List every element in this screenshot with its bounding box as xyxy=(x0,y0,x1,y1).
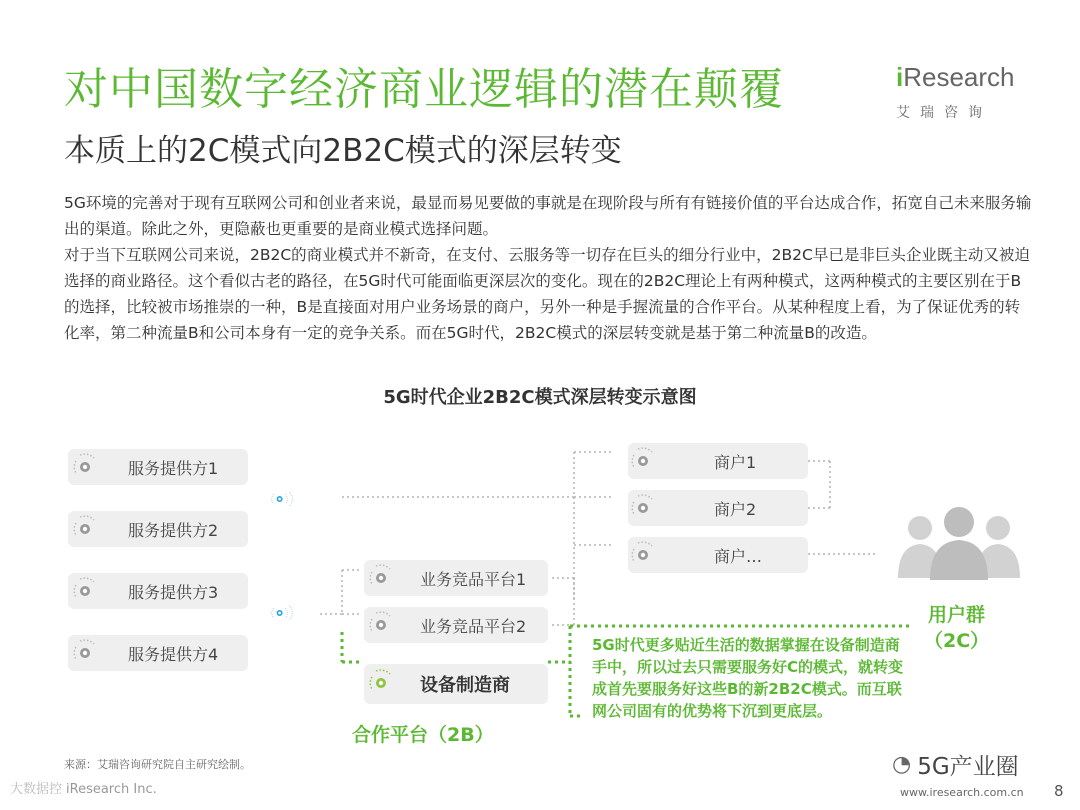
merchant-node-icon xyxy=(628,540,658,570)
page-subtitle: 本质上的2C模式向2B2C模式的深层转变 xyxy=(64,133,622,169)
diagram-title: 5G时代企业2B2C模式深层转变示意图 xyxy=(383,387,697,408)
provider-label: 服务提供方4 xyxy=(128,644,219,664)
partner-platform-label: 合作平台（2B） xyxy=(352,724,494,746)
hub-node-icon xyxy=(270,484,320,514)
device-maker-label: 设备制造商 xyxy=(420,675,510,696)
provider-node-icon xyxy=(70,452,100,482)
platform-node-icon xyxy=(366,610,396,640)
provider-node-icon xyxy=(70,514,100,544)
merchant-node-icon xyxy=(628,446,658,476)
provider-label: 服务提供方2 xyxy=(128,520,219,540)
platform-label: 业务竞品平台1 xyxy=(420,569,527,589)
diagram-note: 5G时代更多贴近生活的数据掌握在设备制造商手中，所以过去只需要服务好C的模式，就转变成首先要服务好这些B的新2B2C模式。而互联网公司固有的优势将下沉到更底层。 xyxy=(592,636,904,720)
chat-icon: ◔ xyxy=(892,752,912,777)
watermark xyxy=(892,748,1019,781)
provider-label: 服务提供方3 xyxy=(128,582,219,602)
platform-node-icon xyxy=(366,563,396,593)
footer-mark: 大数据控 xyxy=(10,782,63,797)
footer-left xyxy=(10,778,157,797)
source-note: 来源：艾瑞咨询研究院自主研究绘制。 xyxy=(64,758,251,771)
page-number: 8 xyxy=(1054,782,1064,800)
logo-chinese: 艾瑞咨询 xyxy=(896,105,992,121)
hub-node-icon xyxy=(270,598,320,628)
users-sublabel: （2C） xyxy=(924,630,990,652)
provider-node-icon xyxy=(70,576,100,606)
provider-node-icon xyxy=(70,638,100,668)
page-title: 对中国数字经济商业逻辑的潜在颠覆 xyxy=(64,64,784,115)
logo-word: Research xyxy=(903,62,1015,92)
merchant-node-icon xyxy=(628,493,658,523)
merchant-label: 商户… xyxy=(714,546,763,566)
merchant-label: 商户2 xyxy=(714,499,757,519)
body-paragraph-2: 对于当下互联网公司来说，2B2C的商业模式并不新奇，在支付、云服务等一切存在巨头的细分行业中，2B2C早已是非巨头企业既主动又被迫选择的商业路径。这个看似古老的路径，在5G时代可能面临更深层次的变化。现在的2B2C理论上有两种模式，这两种模式的主要区别在于B的选择，比较被市场推崇的一种，B是直接面对用户业务场景的商户，另外一种是手握流量的合作平台。从某种程度上看，为了保证优秀的转化率，第二种流量B和公司本身有一定的竞争关系。而在5G时代，2B2C模式的深层转变就是基于第二种流量B的改造。 xyxy=(64,246,1030,342)
device-maker-node-icon xyxy=(366,668,396,698)
footer-url[interactable]: www.iresearch.com.cn xyxy=(900,786,1024,799)
watermark-text: 5G产业圈 xyxy=(917,754,1019,780)
merchant-label: 商户1 xyxy=(714,452,757,472)
logo-prefix: i xyxy=(896,62,904,92)
users-label: 用户群 xyxy=(928,604,986,626)
footer-company: iResearch Inc. xyxy=(66,782,157,797)
provider-label: 服务提供方1 xyxy=(128,458,219,478)
body-paragraph-1: 5G环境的完善对于现有互联网公司和创业者来说，最显而易见要做的事就是在现阶段与所有有链接价值的平台达成合作，拓宽自己未来服务输出的渠道。除此之外，更隐蔽也更重要的是商业模式选择问题。 xyxy=(64,194,1032,238)
user-group-icon xyxy=(892,500,1026,580)
platform-label: 业务竞品平台2 xyxy=(420,616,527,636)
